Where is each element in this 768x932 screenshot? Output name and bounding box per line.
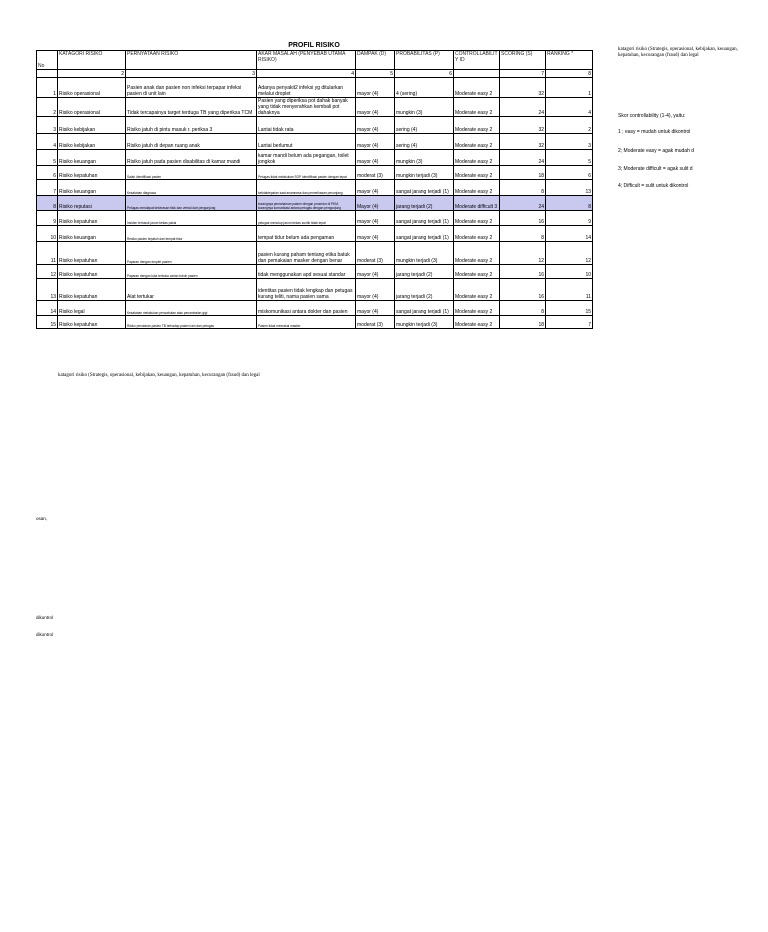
controllability-cell: Moderate easy 2 (454, 134, 500, 150)
score-cell: 18 (500, 166, 546, 180)
ranking-cell: 10 (546, 265, 593, 279)
row-number-cell: 7 (37, 180, 58, 196)
risk-category-cell: Risiko keuangan (58, 150, 126, 166)
ranking-cell: 9 (546, 211, 593, 226)
score-cell: 16 (500, 211, 546, 226)
stray-text: dikontrol (36, 615, 54, 620)
risk-statement-cell: Risiko jatuh di depan ruang anak (126, 134, 257, 150)
index-cell (454, 70, 500, 78)
impact-cell: mayor (4) (356, 150, 395, 166)
impact-cell: mayor (4) (356, 134, 395, 150)
score-cell: 8 (500, 180, 546, 196)
row-number-cell: 8 (37, 196, 58, 211)
probability-cell: mungkin terjadi (3) (395, 242, 454, 265)
ranking-cell: 14 (546, 226, 593, 242)
ranking-cell: 12 (546, 242, 593, 265)
probability-cell: sangat jarang terjadi (1) (395, 226, 454, 242)
table-row (37, 242, 593, 265)
ranking-cell: 11 (546, 279, 593, 301)
root-cause-cell: Petugas tidak melakukan SOP identifikasi pasien dengan tepat (257, 166, 356, 180)
controllability-cell: Moderate easy 2 (454, 166, 500, 180)
header-dampak: DAMPAK (D) (356, 51, 395, 70)
impact-cell: mayor (4) (356, 301, 395, 316)
table-row (37, 98, 593, 117)
probability-cell: mungkin terjadi (3) (395, 166, 454, 180)
risk-category-cell: Risiko kebijakan (58, 117, 126, 134)
root-cause-cell: ketidaktepatan saat anamnesa dan pemeriksaan penunjang (257, 180, 356, 196)
table-row (37, 279, 593, 301)
risk-category-cell: Risiko kebijakan (58, 134, 126, 150)
row-number-cell: 9 (37, 211, 58, 226)
controllability-cell: Moderate easy 2 (454, 117, 500, 134)
table-row (37, 166, 593, 180)
probability-cell: sangat jarang terjadi (1) (395, 211, 454, 226)
table-row (37, 134, 593, 150)
stray-text: osan, (36, 516, 48, 521)
root-cause-cell: Adanya penyakit2 infeksi yg ditularkan melalui droplet (257, 78, 356, 98)
risk-category-cell: Risiko keuangan (58, 226, 126, 242)
impact-cell: mayor (4) (356, 279, 395, 301)
root-cause-cell: tempat tidur belum ada pengaman (257, 226, 356, 242)
impact-cell: mayor (4) (356, 78, 395, 98)
risk-statement-cell: Pasien anak dan pasien non infeksi terpapar infeksi pasien di unit lain (126, 78, 257, 98)
index-cell: 5 (356, 70, 395, 78)
table-row (37, 211, 593, 226)
header-scoring: SCORING (S) (500, 51, 546, 70)
header-controllability: CONTROLLABILIT Y ID (454, 51, 500, 70)
controllability-legend-2: 2; Moderate easy = agak mudah d (618, 148, 695, 154)
risk-statement-cell: Kesalahan diagnosa (126, 180, 257, 196)
score-cell: 8 (500, 301, 546, 316)
risk-statement-cell: Kesalahan melakukan pencabutan atau penambalan gigi (126, 301, 257, 316)
impact-cell: mayor (4) (356, 226, 395, 242)
risk-statement-cell: Risiko penularan pasien TB terhadap pasien lain dan petugas (126, 316, 257, 329)
ranking-cell: 15 (546, 301, 593, 316)
risk-category-cell: Risiko operasional (58, 78, 126, 98)
index-cell: 8 (546, 70, 593, 78)
root-cause-cell: pasien kurang paham tentang etika batuk dan pemakaian masker dengan benar (257, 242, 356, 265)
controllability-legend-3: 3; Moderate difficult = agak sulit d (618, 166, 693, 172)
impact-cell: Mayor (4) (356, 196, 395, 211)
ranking-cell: 3 (546, 134, 593, 150)
controllability-cell: Moderate easy 2 (454, 226, 500, 242)
risk-statement-cell: Paparan dengan luka terbuka cairan tubuh pasien (126, 265, 257, 279)
risk-statement-cell: Insiden tertusuk jarum bekas pakai (126, 211, 257, 226)
risk-profile-table (36, 50, 593, 329)
controllability-legend-4: 4; Difficult = sulit untuk dikontrol (618, 183, 689, 189)
table-row (37, 180, 593, 196)
probability-cell: mungkin (3) (395, 150, 454, 166)
table-row (37, 150, 593, 166)
index-cell (37, 70, 58, 78)
risk-category-cell: Risiko reputasi (58, 196, 126, 211)
ranking-cell: 5 (546, 150, 593, 166)
controllability-cell: Moderate easy 2 (454, 279, 500, 301)
risk-category-cell: Risiko operasional (58, 98, 126, 117)
score-cell: 24 (500, 196, 546, 211)
score-cell: 16 (500, 279, 546, 301)
risk-category-cell: Risiko kepatuhan (58, 166, 126, 180)
impact-cell: moderat (3) (356, 166, 395, 180)
controllability-cell: Moderate difficult 3 (454, 196, 500, 211)
header-probabilitas: PROBABILITAS (P) (395, 51, 454, 70)
index-row (37, 70, 593, 78)
risk-category-cell: Risiko kepatuhan (58, 265, 126, 279)
impact-cell: mayor (4) (356, 180, 395, 196)
probability-cell: mungkin (3) (395, 98, 454, 117)
ranking-cell: 8 (546, 196, 593, 211)
header-no: No (37, 51, 58, 70)
controllability-legend-1: 1 ; easy = mudah untuk dikontrol (618, 129, 691, 135)
table-row (37, 226, 593, 242)
controllability-cell: Moderate easy 2 (454, 180, 500, 196)
table-row (37, 301, 593, 316)
root-cause-cell: Pasien tidak memakai masker (257, 316, 356, 329)
probability-cell: mungkin terjadi (3) (395, 316, 454, 329)
row-number-cell: 15 (37, 316, 58, 329)
index-cell: 2 (58, 70, 126, 78)
row-number-cell: 11 (37, 242, 58, 265)
index-cell: 7 (500, 70, 546, 78)
ranking-cell: 2 (546, 117, 593, 134)
table-row (37, 78, 593, 98)
risk-statement-cell: Petugas mendapat kekerasan fisik dan verbal dari pengunjung (126, 196, 257, 211)
score-cell: 12 (500, 242, 546, 265)
impact-cell: mayor (4) (356, 211, 395, 226)
row-number-cell: 12 (37, 265, 58, 279)
row-number-cell: 10 (37, 226, 58, 242)
index-cell: 6 (395, 70, 454, 78)
table-row (37, 196, 593, 211)
ranking-cell: 7 (546, 316, 593, 329)
probability-cell: sangat jarang terjadi (1) (395, 301, 454, 316)
impact-cell: mayor (4) (356, 117, 395, 134)
probability-cell: jarang terjadi (2) (395, 196, 454, 211)
controllability-cell: Moderate easy 2 (454, 265, 500, 279)
probability-cell: sering (4) (395, 134, 454, 150)
score-cell: 24 (500, 98, 546, 117)
index-cell: 4 (257, 70, 356, 78)
probability-cell: 4 (sering) (395, 78, 454, 98)
root-cause-cell: petugas menutup jarum bekas suntik tidak tepat (257, 211, 356, 226)
ranking-cell: 6 (546, 166, 593, 180)
header-pernyataan: PERNYATAAN RISIKO (126, 51, 257, 70)
ranking-cell: 1 (546, 78, 593, 98)
score-cell: 24 (500, 150, 546, 166)
row-number-cell: 6 (37, 166, 58, 180)
row-number-cell: 3 (37, 117, 58, 134)
risk-category-cell: Risiko kepatuhan (58, 242, 126, 265)
risk-statement-cell: Paparan dengan droplet pasien (126, 242, 257, 265)
controllability-cell: Moderate easy 2 (454, 242, 500, 265)
header-akar: AKAR MASALAH (PENYEBAB UTAMA RISIKO) (257, 51, 356, 70)
risk-category-cell: Risiko kepatuhan (58, 316, 126, 329)
ranking-cell: 4 (546, 98, 593, 117)
controllability-cell: Moderate easy 2 (454, 78, 500, 98)
category-footnote: katagori risiko (Strategis, operasional, kebijakan, keuangan, kepatuhan, kecurangan (fraud) dan legal (58, 373, 260, 378)
root-cause-cell: kurangnya pemahaman pasien dengan prosedur di PKM, kurangnya komunikasi antara petugas dengan pengunjung (257, 196, 356, 211)
risk-statement-cell: Salah identifikasi pasien (126, 166, 257, 180)
root-cause-cell: miskomunikasi antara dokter dan pasien (257, 301, 356, 316)
header-ranking: RANKING * (546, 51, 593, 70)
row-number-cell: 4 (37, 134, 58, 150)
controllability-cell: Moderate easy 2 (454, 98, 500, 117)
score-cell: 18 (500, 316, 546, 329)
score-cell: 8 (500, 226, 546, 242)
controllability-cell: Moderate easy 2 (454, 301, 500, 316)
risk-statement-cell: Resiko pasien terjatuh dari tempat tidur (126, 226, 257, 242)
risk-category-cell: Risiko kepatuhan (58, 279, 126, 301)
probability-cell: jarang terjadi (2) (395, 265, 454, 279)
risk-statement-cell: Alat tertukar (126, 279, 257, 301)
risk-statement-cell: Risiko jatuh pada pasien disabilitas di kamar mandi (126, 150, 257, 166)
row-number-cell: 2 (37, 98, 58, 117)
side-category-note: katagori risiko (Strategis, operasional, kebijakan, keuangan, kepatuhan, kecurangan (fraud) dan legal (618, 47, 738, 58)
probability-cell: sering (4) (395, 117, 454, 134)
stray-text: dikontrol (36, 632, 54, 637)
controllability-cell: Moderate easy 2 (454, 211, 500, 226)
score-cell: 16 (500, 265, 546, 279)
score-cell: 32 (500, 78, 546, 98)
risk-category-cell: Risiko keuangan (58, 180, 126, 196)
root-cause-cell: tidak menggunakan apd sesuai standar (257, 265, 356, 279)
table-row (37, 117, 593, 134)
table-row (37, 265, 593, 279)
controllability-legend-heading: Skor controllability (1-4), yaitu: (618, 113, 686, 119)
probability-cell: sangat jarang terjadi (1) (395, 180, 454, 196)
table-row (37, 316, 593, 329)
row-number-cell: 13 (37, 279, 58, 301)
impact-cell: mayor (4) (356, 265, 395, 279)
root-cause-cell: Pasien yang diperiksa pot dahak banyak yang tidak menyerahkan kembali pot dahaknya (257, 98, 356, 117)
risk-category-cell: Risiko legal (58, 301, 126, 316)
header-kategori: KATAGORI RISIKO (58, 51, 126, 70)
ranking-cell: 13 (546, 180, 593, 196)
risk-category-cell: Risiko kepatuhan (58, 211, 126, 226)
root-cause-cell: Lantai tidak rata (257, 117, 356, 134)
header-row (37, 51, 593, 70)
controllability-cell: Moderate easy 2 (454, 316, 500, 329)
probability-cell: jarang terjadi (2) (395, 279, 454, 301)
root-cause-cell: kamar mandi belum ada pegangan, toilet jongkok (257, 150, 356, 166)
impact-cell: moderat (3) (356, 316, 395, 329)
row-number-cell: 1 (37, 78, 58, 98)
sheet-title: PROFIL RISIKO (288, 42, 340, 49)
score-cell: 32 (500, 117, 546, 134)
row-number-cell: 14 (37, 301, 58, 316)
index-cell: 3 (126, 70, 257, 78)
risk-statement-cell: Tidak tercapainya target terduga TB yang diperiksa TCM (126, 98, 257, 117)
score-cell: 32 (500, 134, 546, 150)
root-cause-cell: Lantai berlumut (257, 134, 356, 150)
row-number-cell: 5 (37, 150, 58, 166)
impact-cell: mayor (4) (356, 98, 395, 117)
risk-statement-cell: Risiko jatuh di pintu masuk r. periksa 3 (126, 117, 257, 134)
root-cause-cell: identitas pasien tidak lengkap dan petugas kurang teliti, nama pasien sama (257, 279, 356, 301)
impact-cell: moderat (3) (356, 242, 395, 265)
controllability-cell: Moderate easy 2 (454, 150, 500, 166)
